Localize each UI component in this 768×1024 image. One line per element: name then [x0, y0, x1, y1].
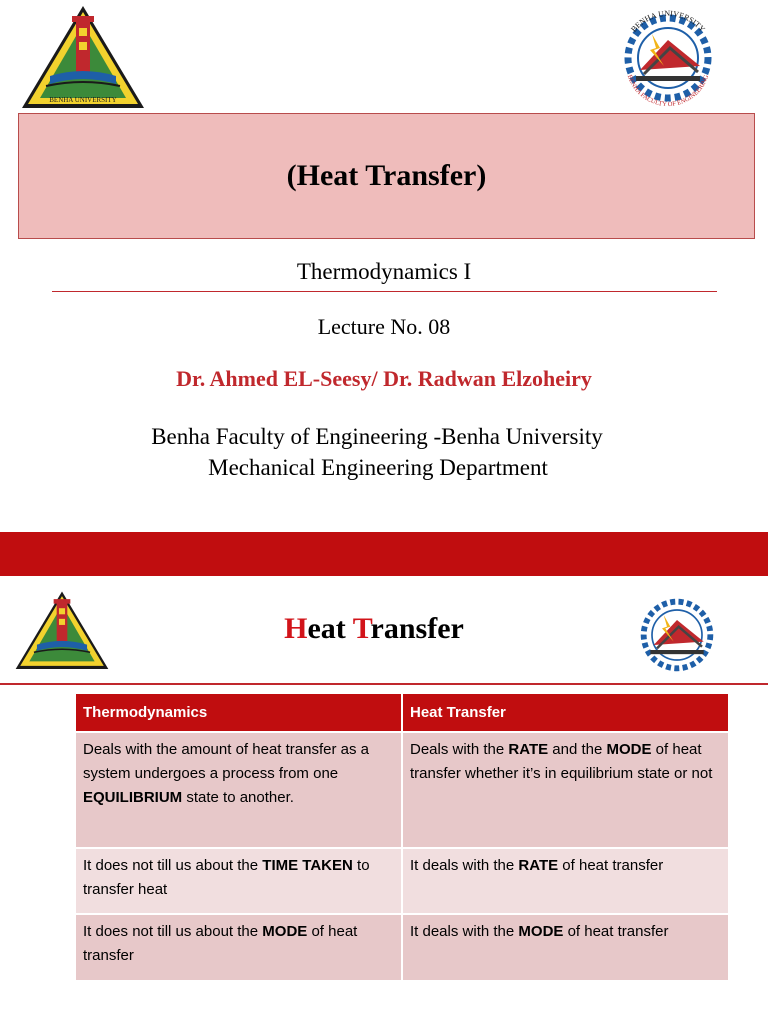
table-cell: Deals with the RATE and the MODE of heat transfer whether it’s in equilibrium state or not: [402, 732, 728, 848]
faculty-line-2: Mechanical Engineering Department: [208, 455, 548, 480]
faculty-line-1: Benha Faculty of Engineering -Benha University: [151, 424, 603, 449]
comparison-slide: [0, 576, 768, 1024]
table-header-thermodynamics: Thermodynamics: [76, 694, 402, 732]
heading-letter-t: T: [352, 612, 371, 645]
lecture-number: Lecture No. 08: [317, 314, 451, 339]
logo-right-caption-top: BENHA UNIVERSITY: [629, 8, 707, 34]
comparison-table: [76, 694, 728, 980]
table-row: [76, 732, 728, 848]
table-cell: It does not till us about the TIME TAKEN to transfer heat: [76, 848, 402, 914]
table-cell: It deals with the RATE of heat transfer: [402, 848, 728, 914]
title-box: [18, 113, 755, 239]
table-cell: Deals with the amount of heat transfer as a system undergoes a process from one EQUILIBRIUM state to another.: [76, 732, 402, 848]
benha-university-seal-icon: [20, 4, 146, 112]
slide-separator-band: [0, 532, 768, 576]
benha-faculty-of-engineering-logo-icon: [612, 4, 724, 112]
faculty-info: [0, 421, 754, 483]
table-cell: It deals with the MODE of heat transfer: [402, 914, 728, 980]
slide-title: (Heat Transfer): [286, 159, 487, 192]
divider-line: [52, 291, 717, 292]
logo-left-caption: BENHA UNIVERSITY: [49, 96, 117, 104]
heading-underline: [0, 683, 768, 685]
course-subject: Thermodynamics I: [296, 259, 472, 284]
logo-right-caption-bottom: BENHA FACULTY OF ENGINEERING: [625, 74, 711, 109]
author-names: Dr. Ahmed EL-Seesy/ Dr. Radwan Elzoheiry: [176, 366, 592, 391]
table-cell: It does not till us about the MODE of heat transfer: [76, 914, 402, 980]
slide-heading: [0, 612, 748, 646]
table-row: [76, 848, 728, 914]
heading-part-eat: eat: [307, 612, 353, 645]
table-header-heat-transfer: Heat Transfer: [402, 694, 728, 732]
table-row: [76, 914, 728, 980]
table-header-row: [76, 694, 728, 732]
heading-letter-h: H: [284, 612, 308, 645]
heading-part-ransfer: ransfer: [370, 612, 464, 645]
